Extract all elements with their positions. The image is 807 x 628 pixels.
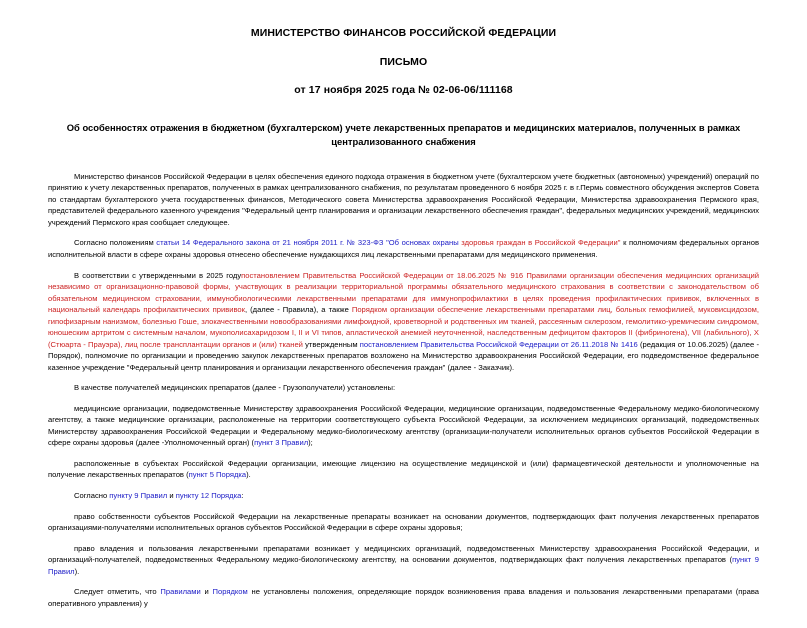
reference-link[interactable]: пункт 5 Порядка bbox=[188, 470, 247, 480]
paragraph-text: В соответствии с утвержденными в 2025 году bbox=[74, 270, 242, 280]
reference-link[interactable]: постановлением Правительства Российской Федерации от 18.06.2025 № 916 Правилами организации обеспечения медицинских организаций независимо от организационно-правовой формы, участвующих в реализации территориальной программы обязательного медицинского страхования в соответствии с законодательством об обязательном медицинском страховании, иммунобиологическими лекарственными препаратами для иммунопрофилактики в целях проведения профилактических прививок, включенных в национальный календарь профилактических прививок bbox=[48, 270, 760, 315]
paragraph-text: Согласно bbox=[74, 491, 110, 501]
paragraph-text: расположенные в субъектах Российской Федерации организации, имеющие лицензию на осуществление медицинской и (или) фармацевтической деятельности и уполномоченные на получение лекарственных препаратов ( bbox=[48, 458, 759, 480]
paragraph-p2 bbox=[48, 237, 759, 260]
paragraph-text: и bbox=[200, 587, 213, 597]
paragraph-p6 bbox=[48, 458, 759, 481]
paragraph-text: , (далее - Правила), а также bbox=[244, 305, 352, 315]
paragraph-text: к полномочиям федеральных органов исполнительной власти в сфере охраны здоровья отнесено обеспечение нуждающихся лиц лекарственными препаратами для медицинского применения. bbox=[48, 238, 759, 259]
paragraph-p10 bbox=[48, 586, 759, 609]
reference-link[interactable]: пункт 9 Правил bbox=[48, 555, 759, 576]
document-type: ПИСЬМО bbox=[379, 55, 428, 68]
paragraph-p4 bbox=[48, 382, 759, 394]
paragraph-text: право собственности субъектов Российской Федерации на лекарственные препараты возникает на основании документов, подтверждающих факт получения лекарственных препаратов организациями-получателями исполнительных органов субъектов Российской Федерации в сфере охраны здоровья; bbox=[48, 511, 759, 533]
paragraph-text: : bbox=[241, 491, 244, 501]
reference-link[interactable]: пункту 9 Правил bbox=[109, 491, 168, 501]
reference-link[interactable]: Правилами bbox=[160, 587, 201, 597]
document-body bbox=[48, 171, 759, 609]
reference-link[interactable]: здоровья граждан в Российской Федерации" bbox=[461, 238, 621, 248]
reference-link[interactable]: Порядком bbox=[212, 587, 248, 597]
paragraph-text: ). bbox=[246, 470, 251, 480]
reference-link[interactable]: Порядком организации обеспечение лекарственными препаратами лиц, больных гемофилией, муковисцидозом, гипофизарным нанизмом, болезнью Гоше, злокачественными новообразованиями лимфоидной, кроветворной и родственных им тканей, рассеянным склерозом, гемолитико-уремическим синдромом, юношеским артритом с системным началом, мукополисахаридозом I, II и VI типов, апластической анемией неуточненной, наследственным дефицитом факторов II (фибриногена), VII (лабильного), X (Стюарта - Прауэра), лиц после трансплантации органов и (или) тканей bbox=[48, 305, 759, 349]
paragraph-text: медицинские организации, подведомственные Министерству здравоохранения Российской Федерации, медицинские организации, подведомственные Федеральному медико-биологическому агентству, а также медицинские организации, расположенные на территории соответствующего субъекта Российской Федерации, за исключением медицинских организаций, подведомственных Министерству здравоохранения Российской Федерации и Федеральному медико-биологическому агентству (организации-получатели исполнительных органов субъектов Российской Федерации в сфере охраны здоровья (далее -Уполномоченный орган) ( bbox=[48, 403, 759, 448]
paragraph-text: и bbox=[167, 491, 176, 501]
reference-link[interactable]: статьи 14 Федерального закона от 21 ноября 2011 г. № 323-ФЗ "Об основах охраны bbox=[156, 238, 462, 248]
paragraph-text: В качестве получателей медицинских препаратов (далее - Грузополучатели) установлены: bbox=[74, 383, 396, 393]
paragraph-p9 bbox=[48, 543, 759, 578]
paragraph-p8 bbox=[48, 511, 759, 534]
paragraph-text: право владения и пользования лекарственными препаратами возникает у медицинских организаций, подведомственных Министерству здравоохранения Российской Федерации, и организаций-получателей, подведомственных Федеральному медико-биологическому агентству, на основании документов, подтверждающих факт получения лекарственных препаратов ( bbox=[48, 543, 759, 565]
reference-link[interactable]: пункт 3 Правил bbox=[254, 438, 309, 448]
paragraph-text: Следует отметить, что bbox=[74, 587, 161, 597]
paragraph-text: не установлены положения, определяющие порядок возникновения права владения и пользования лекарственными препаратами (права оперативного управления) у bbox=[48, 587, 759, 608]
paragraph-text: (редакция от 10.06.2025) (далее - Порядок), полномочие по организации и проведению закупок лекарственных препаратов возложено на Министерство здравоохранения Российской Федерации, его подведомственное федеральное казенное учреждение "Федеральный центр планирования и организации лекарственного обеспечения граждан" (далее - Заказчик). bbox=[48, 339, 759, 372]
paragraph-text: ); bbox=[308, 438, 313, 448]
document-title: Об особенностях отражения в бюджетном (бухгалтерском) учете лекарственных препаратов и медицинских материалов, полученных в рамках централизованного снабжения bbox=[66, 121, 741, 148]
paragraph-p1 bbox=[48, 171, 759, 229]
paragraph-text: ). bbox=[74, 566, 80, 576]
paragraph-p5 bbox=[48, 403, 759, 449]
paragraph-p7 bbox=[48, 490, 759, 502]
paragraph-text: Министерство финансов Российской Федерации в целях обеспечения единого подхода отражения в бюджетном учете (бухгалтерском учете бюджетных (автономных) учреждений) операций по принятию к учету лекарственных препаратов, полученных в рамках централизованного снабжения, по результатам проведенного 6 ноября 2025 г. в г.Пермь совместного обсуждения экспертов Совета по стандартам бухгалтерского учета государственных финансов, Методического совета Министерства здравоохранения Российской Федерации, Министерства здравоохранения Пермского края, представителей федерального казенного учреждения "Федеральный центр планирования и организации лекарственного обеспечения граждан", федеральных медицинских учреждений, медицинских учреждений Пермского края сообщает следующее. bbox=[48, 171, 759, 227]
paragraph-text: Согласно положениям bbox=[74, 238, 157, 248]
document-number: от 17 ноября 2025 года № 02-06-06/111168 bbox=[294, 84, 513, 97]
reference-link[interactable]: постановлением Правительства Российской Федерации от 26.11.2018 № 1416 bbox=[359, 339, 638, 349]
paragraph-text: утвержденным bbox=[302, 339, 360, 349]
reference-link[interactable]: пункту 12 Порядка bbox=[175, 491, 242, 501]
ministry-name: МИНИСТЕРСТВО ФИНАНСОВ РОССИЙСКОЙ ФЕДЕРАЦИИ bbox=[250, 27, 557, 39]
paragraph-p3 bbox=[48, 270, 759, 374]
